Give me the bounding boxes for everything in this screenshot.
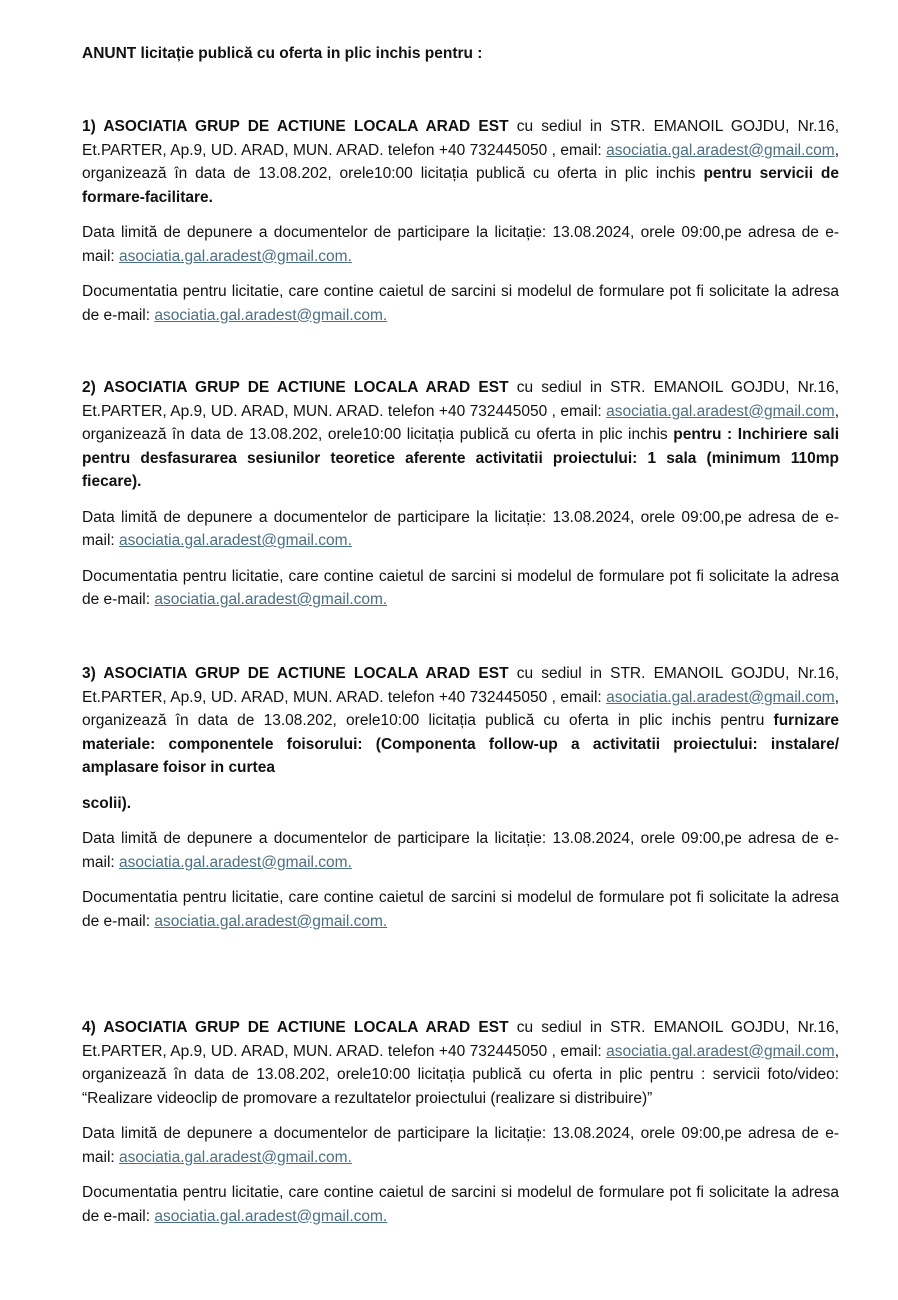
deadline-text: Data limită de depunere a documentelor de participare la licitație: 13.08.2024, orele 09:00,pe adresa de e-mail:: [82, 224, 839, 265]
email-link[interactable]: asociatia.gal.aradest@gmail.com: [606, 141, 835, 159]
announcement-4-body: [82, 1016, 839, 1110]
subject-prefix: pentru: [720, 712, 774, 729]
documentation-paragraph: [82, 565, 839, 612]
documentation-paragraph: [82, 280, 839, 327]
deadline-text: Data limită de depunere a documentelor de participare la licitație: 13.08.2024, orele 09:00,pe adresa de e-mail:: [82, 1125, 839, 1166]
organize-text: , organizează în data de 13.08.202, orele10:00 licitația publică cu oferta in plic pentru : servicii foto/video: “Realizare videoclip de promovare a rezultatelor proiectului (realizare si distribuire)”: [82, 1042, 839, 1107]
deadline-text: Data limită de depunere a documentelor de participare la licitație: 13.08.2024, orele 09:00,pe adresa de e-mail:: [82, 508, 839, 549]
announcement-1: [82, 115, 839, 339]
address-text: cu sediul in STR. EMANOIL GOJDU, Nr.16, Et.PARTER, Ap.9, UD. ARAD, MUN. ARAD. telefon +40 732445050 , email:: [82, 665, 839, 706]
announcement-4: [82, 1016, 839, 1240]
deadline-text: Data limită de depunere a documentelor de participare la licitație: 13.08.2024, orele 09:00,pe adresa de e-mail:: [82, 830, 839, 871]
email-link[interactable]: asociatia.gal.aradest@gmail.com.: [154, 591, 388, 608]
address-text: cu sediul in STR. EMANOIL GOJDU, Nr.16, Et.PARTER, Ap.9, UD. ARAD, MUN. ARAD. telefon +40 732445050 , email:: [82, 118, 839, 159]
announcement-2: [82, 376, 839, 624]
announcement-1-body: [82, 115, 839, 209]
address-text: cu sediul in STR. EMANOIL GOJDU, Nr.16, Et.PARTER, Ap.9, UD. ARAD, MUN. ARAD. telefon +40 732445050 , email:: [82, 1019, 839, 1060]
email-link[interactable]: asociatia.gal.aradest@gmail.com.: [119, 853, 352, 871]
organization-name: 4) ASOCIATIA GRUP DE ACTIUNE LOCALA ARAD EST: [82, 1019, 509, 1036]
documentation-text: Documentatia pentru licitatie, care contine caietul de sarcini si modelul de formulare pot fi solicitate la adresa de e-mail:: [82, 283, 839, 324]
email-link[interactable]: asociatia.gal.aradest@gmail.com.: [154, 912, 388, 930]
email-link[interactable]: asociatia.gal.aradest@gmail.com.: [154, 306, 388, 324]
subject-text: pentru : Inchiriere sali pentru desfasurarea sesiunilor teoretice aferente activitatii proiectului: 1 sala (minimum 110mp fiecare).: [82, 426, 840, 490]
email-link[interactable]: asociatia.gal.aradest@gmail.com.: [119, 532, 352, 549]
address-text: cu sediul in STR. EMANOIL GOJDU, Nr.16, Et.PARTER, Ap.9, UD. ARAD, MUN. ARAD. telefon +40 732445050 , email:: [82, 379, 839, 420]
documentation-text: Documentatia pentru licitatie, care contine caietul de sarcini si modelul de formulare pot fi solicitate la adresa de e-mail:: [82, 567, 839, 608]
announcement-3-body: [82, 662, 839, 780]
email-link[interactable]: asociatia.gal.aradest@gmail.com.: [119, 247, 352, 265]
subject-text: furnizare materiale: componentele foisorului: (Componenta follow-up a activitatii proiectului: instalare/ amplasare foisor in curtea: [82, 712, 839, 776]
email-link[interactable]: asociatia.gal.aradest@gmail.com.: [119, 1148, 352, 1166]
document-page: [82, 0, 839, 1300]
organize-text: , organizează în data de 13.08.202, orele10:00 licitația publică cu oferta in plic inchis: [82, 402, 839, 443]
documentation-text: Documentatia pentru licitatie, care contine caietul de sarcini si modelul de formulare pot fi solicitate la adresa de e-mail:: [82, 1184, 839, 1225]
deadline-paragraph: [82, 506, 839, 553]
document-title: ANUNT licitație publică cu oferta in plic inchis pentru :: [82, 45, 483, 62]
deadline-paragraph: [82, 221, 839, 268]
deadline-paragraph: [82, 827, 839, 874]
organization-name: 1) ASOCIATIA GRUP DE ACTIUNE LOCALA ARAD EST: [82, 118, 509, 135]
subject-text: pentru servicii de formare-facilitare.: [82, 165, 839, 206]
email-link[interactable]: asociatia.gal.aradest@gmail.com: [606, 1042, 835, 1060]
organization-name: 3) ASOCIATIA GRUP DE ACTIUNE LOCALA ARAD EST: [82, 665, 509, 682]
organization-name: 2) ASOCIATIA GRUP DE ACTIUNE LOCALA ARAD EST: [82, 379, 509, 396]
documentation-paragraph: [82, 886, 839, 933]
email-link[interactable]: asociatia.gal.aradest@gmail.com: [606, 402, 835, 420]
deadline-paragraph: [82, 1122, 839, 1169]
documentation-text: Documentatia pentru licitatie, care contine caietul de sarcini si modelul de formulare pot fi solicitate la adresa de e-mail:: [82, 889, 839, 930]
announcement-2-body: [82, 376, 839, 494]
organize-text: , organizează în data de 13.08.202, orele10:00 licitația publică cu oferta in plic inchis: [82, 688, 839, 729]
email-link[interactable]: asociatia.gal.aradest@gmail.com: [606, 688, 835, 706]
documentation-paragraph: [82, 1181, 839, 1228]
email-link[interactable]: asociatia.gal.aradest@gmail.com.: [154, 1207, 388, 1225]
subject-continuation: scolii).: [82, 794, 132, 812]
organize-text: , organizează în data de 13.08.202, orele10:00 licitația publică cu oferta in plic inchis: [82, 141, 839, 182]
announcement-3: [82, 662, 839, 945]
